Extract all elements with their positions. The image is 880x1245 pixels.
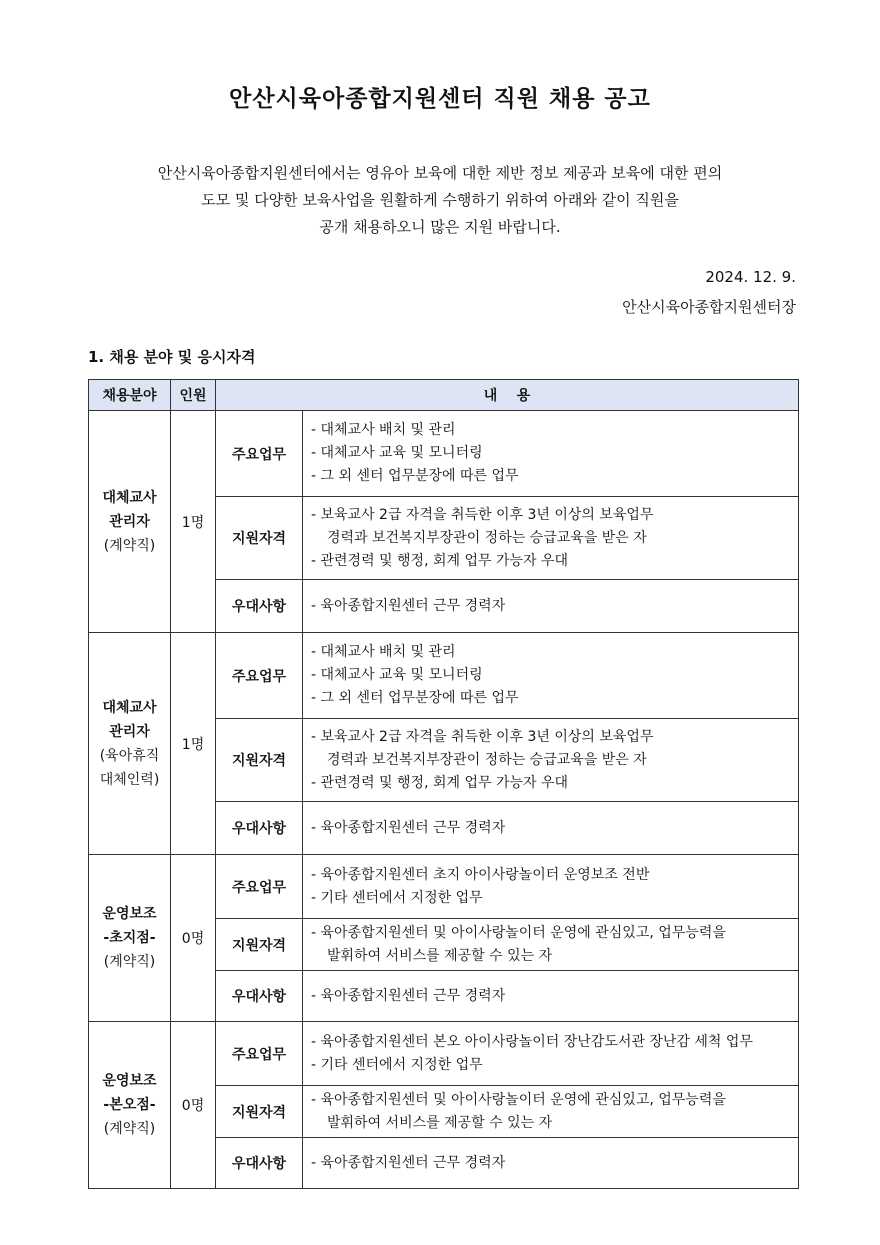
field-line: 관리자 xyxy=(109,513,150,530)
content-line: - 보육교사 2급 자격을 취득한 이후 3년 이상의 보육업무 xyxy=(311,728,654,745)
row-label: 지원자격 xyxy=(216,497,303,580)
content-line: 경력과 보건복지부장관이 정하는 승급교육을 받은 자 xyxy=(327,529,647,546)
field-line: (계약직) xyxy=(103,537,156,554)
count-cell: 1명 xyxy=(171,633,216,855)
content-line: - 보육교사 2급 자격을 취득한 이후 3년 이상의 보육업무 xyxy=(311,506,654,523)
field-line: (육아휴직 xyxy=(99,747,160,764)
field-line: 대체교사 xyxy=(102,699,157,716)
content-line: - 육아종합지원센터 근무 경력자 xyxy=(311,819,506,836)
recruitment-table xyxy=(88,379,799,1189)
count-cell: 1명 xyxy=(171,411,216,633)
intro-line: 도모 및 다양한 보육사업을 원활하게 수행하기 위하여 아래와 같이 직원을 xyxy=(201,191,679,209)
content-line: - 육아종합지원센터 및 아이사랑놀이터 운영에 관심있고, 업무능력을 xyxy=(311,1091,726,1108)
content-line: - 육아종합지원센터 초지 아이사랑놀이터 운영보조 전반 xyxy=(311,866,650,883)
row-label: 주요업무 xyxy=(216,411,303,497)
row-label: 주요업무 xyxy=(216,633,303,719)
row-label: 우대사항 xyxy=(216,802,303,855)
table-row xyxy=(89,633,799,719)
field-line: 운영보조 xyxy=(102,1073,157,1089)
field-cell xyxy=(89,855,171,1022)
intro-paragraph xyxy=(60,160,820,241)
table-header-row xyxy=(89,380,799,411)
row-label: 주요업무 xyxy=(216,855,303,919)
field-cell xyxy=(89,1022,171,1189)
table-body xyxy=(89,411,799,1189)
content-line: - 육아종합지원센터 근무 경력자 xyxy=(311,987,506,1004)
row-label: 주요업무 xyxy=(216,1022,303,1086)
row-content xyxy=(303,1138,799,1189)
row-label: 지원자격 xyxy=(216,919,303,971)
row-content xyxy=(303,919,799,971)
content-line: - 관련경력 및 행정, 회계 업무 가능자 우대 xyxy=(311,774,569,791)
section-title: 1. 채용 분야 및 응시자격 xyxy=(88,348,256,366)
content-line: - 그 외 센터 업무분장에 따른 업무 xyxy=(311,690,519,706)
page-title: 안산시육아종합지원센터 직원 채용 공고 xyxy=(229,86,651,112)
field-line: 대체인력) xyxy=(99,771,160,788)
content-line: - 대체교사 배치 및 관리 xyxy=(311,644,456,660)
content-line: - 관련경력 및 행정, 회계 업무 가능자 우대 xyxy=(311,552,569,569)
row-content xyxy=(303,719,799,802)
content-line: - 대체교사 교육 및 모니터링 xyxy=(311,667,483,683)
content-line: 발휘하여 서비스를 제공할 수 있는 자 xyxy=(327,1114,553,1131)
content-line: - 육아종합지원센터 근무 경력자 xyxy=(311,597,506,614)
row-label: 지원자격 xyxy=(216,1086,303,1138)
header-count: 인원 xyxy=(171,380,216,411)
count-cell: 0명 xyxy=(171,1022,216,1189)
content-line: 경력과 보건복지부장관이 정하는 승급교육을 받은 자 xyxy=(327,751,647,768)
field-line: 관리자 xyxy=(109,723,150,740)
row-label: 우대사항 xyxy=(216,971,303,1022)
row-content xyxy=(303,580,799,633)
content-line: - 기타 센터에서 지정한 업무 xyxy=(311,889,483,906)
field-line: -본오점- xyxy=(103,1097,156,1113)
content-line: - 기타 센터에서 지정한 업무 xyxy=(311,1056,483,1073)
content-line: - 육아종합지원센터 근무 경력자 xyxy=(311,1154,506,1171)
field-line: (계약직) xyxy=(103,1121,156,1137)
field-cell xyxy=(89,633,171,855)
row-content xyxy=(303,633,799,719)
row-label: 우대사항 xyxy=(216,1138,303,1189)
content-line: - 대체교사 배치 및 관리 xyxy=(311,422,456,438)
content-line: - 대체교사 교육 및 모니터링 xyxy=(311,445,483,461)
row-content xyxy=(303,802,799,855)
field-line: (계약직) xyxy=(103,954,156,970)
field-line: 운영보조 xyxy=(102,906,157,922)
content-line: - 육아종합지원센터 및 아이사랑놀이터 운영에 관심있고, 업무능력을 xyxy=(311,924,726,941)
content-line: 발휘하여 서비스를 제공할 수 있는 자 xyxy=(327,947,553,964)
notice-signer: 안산시육아종합지원센터장 xyxy=(622,298,796,316)
row-content xyxy=(303,971,799,1022)
intro-line: 공개 채용하오니 많은 지원 바랍니다. xyxy=(319,218,561,236)
count-cell: 0명 xyxy=(171,855,216,1022)
field-line: -초지점- xyxy=(103,930,156,946)
row-content xyxy=(303,497,799,580)
table-row xyxy=(89,1022,799,1086)
row-content xyxy=(303,1022,799,1086)
header-field: 채용분야 xyxy=(89,380,171,411)
row-label: 우대사항 xyxy=(216,580,303,633)
content-line: - 그 외 센터 업무분장에 따른 업무 xyxy=(311,468,519,484)
row-content xyxy=(303,411,799,497)
notice-date: 2024. 12. 9. xyxy=(705,268,796,286)
field-line: 대체교사 xyxy=(102,489,157,506)
row-label: 지원자격 xyxy=(216,719,303,802)
intro-line: 안산시육아종합지원센터에서는 영유아 보육에 대한 제반 정보 제공과 보육에 대한 편의 xyxy=(157,164,723,182)
field-cell xyxy=(89,411,171,633)
row-content xyxy=(303,1086,799,1138)
table-row xyxy=(89,855,799,919)
content-line: - 육아종합지원센터 본오 아이사랑놀이터 장난감도서관 장난감 세척 업무 xyxy=(311,1033,753,1050)
row-content xyxy=(303,855,799,919)
header-content: 내 용 xyxy=(216,380,799,411)
table-row xyxy=(89,411,799,497)
